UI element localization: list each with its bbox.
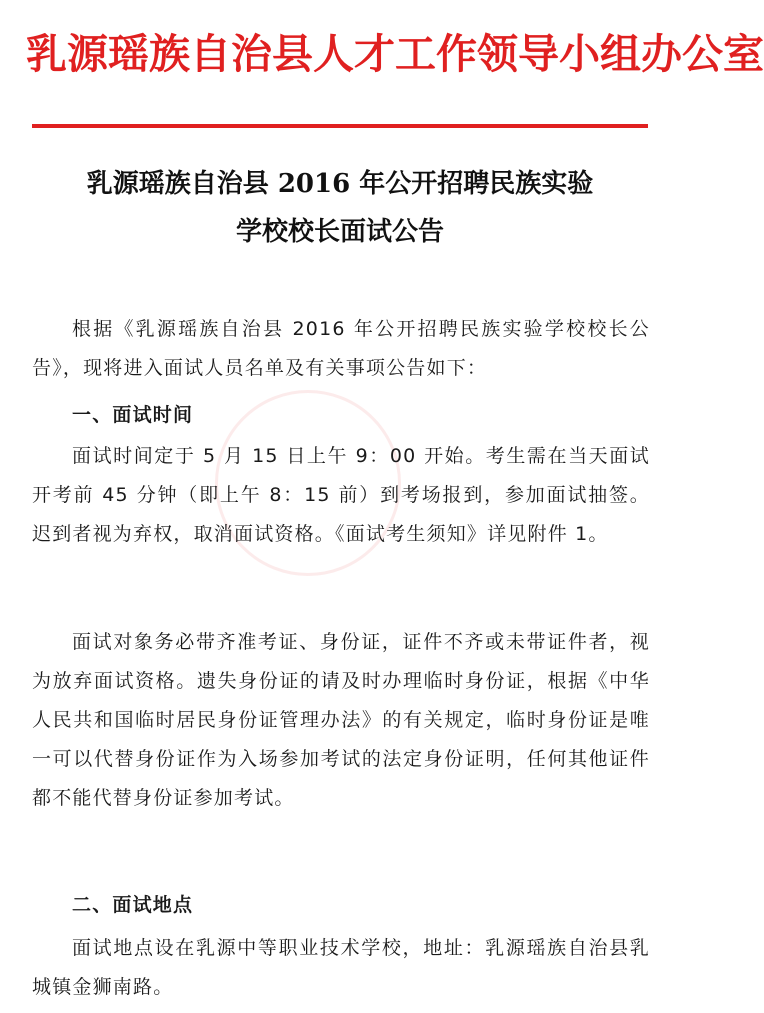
- section-1-paragraph-2-block: [32, 623, 650, 818]
- section-heading: 二、面试地点: [72, 894, 194, 916]
- org-masthead: 乳源瑶族自治县人才工作领导小组办公室: [26, 30, 764, 78]
- section-2-paragraph-1-block: [32, 929, 650, 1007]
- section-2-heading-block: [32, 886, 650, 925]
- section-1-heading-block: [32, 396, 650, 435]
- body-paragraph: 面试对象务必带齐准考证、身份证，证件不齐或未带证件者，视为放弃面试资格。遗失身份证的请及时办理临时身份证，根据《中华人民共和国临时居民身份证管理办法》的有关规定，临时身份证是唯一可以代替身份证作为入场参加考试的法定身份证明，任何其他证件都不能代替身份证参加考试。: [32, 631, 650, 809]
- red-divider-line: [32, 124, 648, 128]
- title-line-1: 乳源瑶族自治县 2016 年公开招聘民族实验: [86, 169, 594, 199]
- intro-block: [32, 310, 650, 388]
- body-paragraph: 面试地点设在乳源中等职业技术学校，地址：乳源瑶族自治县乳城镇金狮南路。: [32, 937, 650, 998]
- section-heading: 一、面试时间: [72, 404, 194, 426]
- body-paragraph: 面试时间定于 5 月 15 日上午 9：00 开始。考生需在当天面试开考前 45 分钟（即上午 8：15 前）到考场报到，参加面试抽签。迟到者视为弃权，取消面试资格。《面试考生须知》详见附件 1。: [32, 445, 650, 545]
- section-1-paragraph-1-block: [32, 437, 650, 554]
- document-title: [0, 160, 680, 256]
- intro-paragraph: 根据《乳源瑶族自治县 2016 年公开招聘民族实验学校校长公告》，现将进入面试人员名单及有关事项公告如下：: [32, 318, 650, 379]
- title-line-2: 学校校长面试公告: [235, 217, 444, 247]
